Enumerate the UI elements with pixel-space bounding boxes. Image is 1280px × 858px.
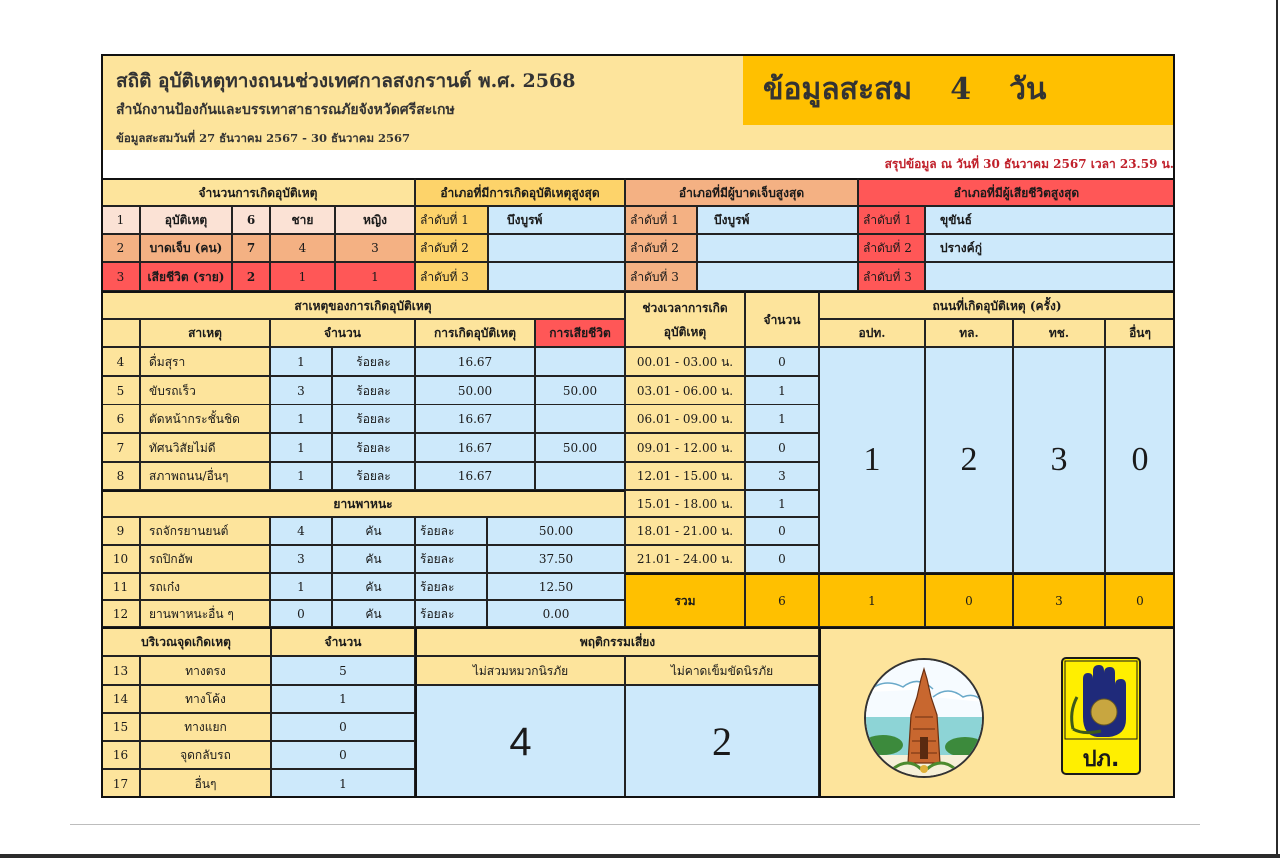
location-label: อื่นๆ xyxy=(140,769,271,798)
row-number: 2 xyxy=(101,234,140,262)
row-number: 6 xyxy=(101,404,140,433)
no-seatbelt-label: ไม่คาดเข็มขัดนิรภัย xyxy=(625,656,819,685)
deaths-label: เสียชีวิต (ราย) xyxy=(140,262,232,291)
date-range: ข้อมูลสะสมวันที่ 27 ธันวาคม 2567 - 30 ธันวาคม 2567 xyxy=(116,131,411,145)
total-label: รวม xyxy=(625,573,745,627)
locations-header: บริเวณจุดเกิดเหตุ xyxy=(101,627,271,656)
row-number: 9 xyxy=(101,517,140,545)
location-label: ทางโค้ง xyxy=(140,685,271,713)
vehicle-type: ยานพาหนะอื่น ๆ xyxy=(140,600,270,627)
percent-label: ร้อยละ xyxy=(332,376,415,405)
time-count: 1 xyxy=(745,404,819,433)
deaths-total: 2 xyxy=(232,262,270,291)
road-value-local: 1 xyxy=(819,347,925,573)
cause-label: สภาพถนน/อื่นๆ xyxy=(140,462,270,490)
road-total: 3 xyxy=(1013,573,1105,627)
cause-count: 1 xyxy=(270,433,332,462)
cause-count: 1 xyxy=(270,347,332,376)
count-column-header: จำนวน xyxy=(270,319,415,347)
cause-label: ทัศนวิสัยไม่ดี xyxy=(140,433,270,462)
row-number: 14 xyxy=(101,685,140,713)
rank-label: ลำดับที่ 1 xyxy=(858,206,925,234)
location-count: 1 xyxy=(271,769,415,798)
rank-label: ลำดับที่ 3 xyxy=(415,262,488,291)
row-number: 1 xyxy=(101,206,140,234)
time-count: 0 xyxy=(745,517,819,545)
vehicle-count: 3 xyxy=(270,545,332,573)
no-seatbelt-count: 2 xyxy=(625,685,819,798)
vehicle-type: รถเก๋ง xyxy=(140,573,270,600)
row-number: 8 xyxy=(101,462,140,490)
road-value-other: 0 xyxy=(1105,347,1175,573)
page-title: สถิติ อุบัติเหตุทางถนนช่วงเทศกาลสงกรานต์ พ.ศ. 2568 xyxy=(116,70,576,92)
female-header: หญิง xyxy=(335,206,415,234)
percent-label: ร้อยละ xyxy=(332,433,415,462)
time-count: 0 xyxy=(745,347,819,376)
accident-pct: 50.00 xyxy=(415,376,535,405)
cause-count: 1 xyxy=(270,404,332,433)
deaths-female: 1 xyxy=(335,262,415,291)
vehicle-pct: 12.50 xyxy=(487,573,625,600)
row-number: 13 xyxy=(101,656,140,685)
cause-count: 3 xyxy=(270,376,332,405)
rank-label: ลำดับที่ 3 xyxy=(625,262,697,291)
percent-label: ร้อยละ xyxy=(415,545,487,573)
time-range: 12.01 - 15.00 น. xyxy=(625,462,745,490)
row-number: 12 xyxy=(101,600,140,627)
causes-header: สาเหตุของการเกิดอุบัติเหตุ xyxy=(101,291,625,319)
vehicle-type: รถปิกอัพ xyxy=(140,545,270,573)
road-total: 0 xyxy=(1105,573,1175,627)
row-number: 11 xyxy=(101,573,140,600)
row-number: 4 xyxy=(101,347,140,376)
vehicle-pct: 0.00 xyxy=(487,600,625,627)
top-death-districts-header: อำเภอที่มีผู้เสียชีวิตสูงสุด xyxy=(858,178,1175,206)
time-range: 00.01 - 03.00 น. xyxy=(625,347,745,376)
vehicles-header: ยานพาหนะ xyxy=(101,490,625,517)
vehicle-unit: คัน xyxy=(332,517,415,545)
accum-label: ข้อมูลสะสม xyxy=(763,72,913,107)
location-label: จุดกลับรถ xyxy=(140,741,271,769)
deaths-male: 1 xyxy=(270,262,335,291)
death-pct: 50.00 xyxy=(535,376,625,405)
injured-female: 3 xyxy=(335,234,415,262)
vehicle-count: 4 xyxy=(270,517,332,545)
top-accident-districts-header: อำเภอที่มีการเกิดอุบัติเหตุสูงสุด xyxy=(415,178,625,206)
injured-label: บาดเจ็บ (คน) xyxy=(140,234,232,262)
vehicle-count: 1 xyxy=(270,573,332,600)
time-header-line1: ช่วงเวลาการเกิด xyxy=(642,300,728,315)
death-pct: 50.00 xyxy=(535,433,625,462)
district-name: ขุขันธ์ xyxy=(925,206,1175,234)
vehicle-pct: 37.50 xyxy=(487,545,625,573)
time-range: 09.01 - 12.00 น. xyxy=(625,433,745,462)
time-range: 15.01 - 18.00 น. xyxy=(625,490,745,517)
rank-label: ลำดับที่ 2 xyxy=(858,234,925,262)
road-value-highway: 2 xyxy=(925,347,1013,573)
percent-label: ร้อยละ xyxy=(332,462,415,490)
office-name: สำนักงานป้องกันและบรรเทาสาธารณภัยจังหวัดศรีสะเกษ xyxy=(116,102,455,118)
page-edge xyxy=(0,854,1280,858)
location-count: 0 xyxy=(271,741,415,769)
roads-header: ถนนที่เกิดอุบัติเหตุ (ครั้ง) xyxy=(819,291,1175,319)
district-name: บึงบูรพ์ xyxy=(697,206,858,234)
accident-pct-header: การเกิดอุบัติเหตุ xyxy=(415,319,535,347)
time-range: 03.01 - 06.00 น. xyxy=(625,376,745,405)
accidents-header: จำนวนการเกิดอุบัติเหตุ xyxy=(101,178,415,206)
time-count: 0 xyxy=(745,545,819,573)
vehicle-count: 0 xyxy=(270,600,332,627)
road-col-header: ทล. xyxy=(925,319,1013,347)
row-number: 10 xyxy=(101,545,140,573)
accident-pct: 16.67 xyxy=(415,462,535,490)
cause-label: ดื่มสุรา xyxy=(140,347,270,376)
percent-label: ร้อยละ xyxy=(415,573,487,600)
accident-pct: 16.67 xyxy=(415,433,535,462)
percent-label: ร้อยละ xyxy=(332,404,415,433)
vehicle-unit: คัน xyxy=(332,573,415,600)
rank-label: ลำดับที่ 2 xyxy=(625,234,697,262)
vehicle-unit: คัน xyxy=(332,545,415,573)
cause-label: ตัดหน้ากระชั้นชิด xyxy=(140,404,270,433)
death-pct-header: การเสียชีวิต xyxy=(535,319,625,347)
accum-days: 4 xyxy=(950,72,972,107)
road-total: 0 xyxy=(925,573,1013,627)
road-col-header: ทช. xyxy=(1013,319,1105,347)
road-total: 1 xyxy=(819,573,925,627)
no-helmet-label: ไม่สวมหมวกนิรภัย xyxy=(415,656,625,685)
location-label: ทางตรง xyxy=(140,656,271,685)
percent-label: ร้อยละ xyxy=(332,347,415,376)
time-range: 06.01 - 09.00 น. xyxy=(625,404,745,433)
time-range: 18.01 - 21.00 น. xyxy=(625,517,745,545)
rank-label: ลำดับที่ 1 xyxy=(625,206,697,234)
report-frame xyxy=(101,54,1175,798)
accident-pct: 16.67 xyxy=(415,347,535,376)
rank-label: ลำดับที่ 2 xyxy=(415,234,488,262)
time-count: 1 xyxy=(745,376,819,405)
road-col-header: อื่นๆ xyxy=(1105,319,1175,347)
top-injured-districts-header: อำเภอที่มีผู้บาดเจ็บสูงสุด xyxy=(625,178,858,206)
page-edge xyxy=(1276,0,1278,858)
rank-label: ลำดับที่ 3 xyxy=(858,262,925,291)
rank-label: ลำดับที่ 1 xyxy=(415,206,488,234)
footer-divider xyxy=(70,824,1200,825)
row-number: 15 xyxy=(101,713,140,741)
accum-unit: วัน xyxy=(1009,72,1047,107)
percent-label: ร้อยละ xyxy=(415,600,487,627)
time-count-header: จำนวน xyxy=(745,291,819,347)
accident-total: 6 xyxy=(232,206,270,234)
vehicle-unit: คัน xyxy=(332,600,415,627)
svg-text:ปภ.: ปภ. xyxy=(1082,747,1120,772)
time-range: 21.01 - 24.00 น. xyxy=(625,545,745,573)
risk-behavior-header: พฤติกรรมเสี่ยง xyxy=(415,627,819,656)
cause-count: 1 xyxy=(270,462,332,490)
summary-note: สรุปข้อมูล ณ วันที่ 30 ธันวาคม 2567 เวลา 23.59 น. xyxy=(884,157,1174,171)
row-number: 17 xyxy=(101,769,140,798)
location-count: 5 xyxy=(271,656,415,685)
total-count: 6 xyxy=(745,573,819,627)
road-col-header: อปท. xyxy=(819,319,925,347)
location-count: 0 xyxy=(271,713,415,741)
road-value-rural: 3 xyxy=(1013,347,1105,573)
location-label: ทางแยก xyxy=(140,713,271,741)
percent-label: ร้อยละ xyxy=(415,517,487,545)
vehicle-pct: 50.00 xyxy=(487,517,625,545)
accident-pct: 16.67 xyxy=(415,404,535,433)
location-count: 1 xyxy=(271,685,415,713)
row-number: 5 xyxy=(101,376,140,405)
time-count: 1 xyxy=(745,490,819,517)
cause-column-header: สาเหตุ xyxy=(140,319,270,347)
locations-count-header: จำนวน xyxy=(271,627,415,656)
male-header: ชาย xyxy=(270,206,335,234)
time-count: 0 xyxy=(745,433,819,462)
time-header-line2: อุบัติเหตุ xyxy=(663,324,707,339)
row-number: 16 xyxy=(101,741,140,769)
row-number: 7 xyxy=(101,433,140,462)
accident-label: อุบัติเหตุ xyxy=(140,206,232,234)
district-name: ปรางค์กู่ xyxy=(925,234,1175,262)
no-helmet-count: 4 xyxy=(415,685,625,798)
cause-label: ขับรถเร็ว xyxy=(140,376,270,405)
injured-total: 7 xyxy=(232,234,270,262)
vehicle-type: รถจักรยานยนต์ xyxy=(140,517,270,545)
time-count: 3 xyxy=(745,462,819,490)
district-name: บึงบูรพ์ xyxy=(488,206,625,234)
injured-male: 4 xyxy=(270,234,335,262)
row-number: 3 xyxy=(101,262,140,291)
